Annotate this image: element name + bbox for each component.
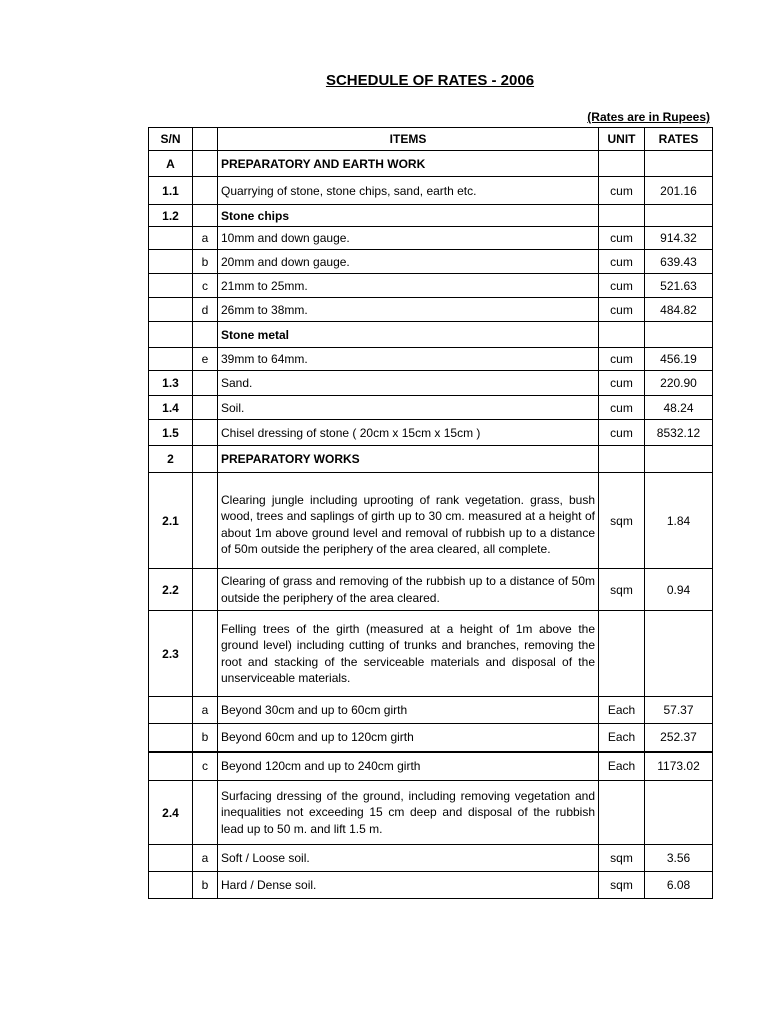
row-item: PREPARATORY AND EARTH WORK <box>218 151 599 177</box>
row-unit <box>599 205 645 227</box>
table-row <box>149 371 713 396</box>
row-unit <box>599 151 645 177</box>
row-sn <box>149 274 193 298</box>
table-row <box>149 697 713 724</box>
row-item: Surfacing dressing of the ground, including removing vegetation and inequalities not exceeding 15 cm deep and disposal of the rubbish lead up to 50 m. and lift 1.5 m. <box>218 781 599 845</box>
row-sub: b <box>193 250 218 274</box>
row-unit: Each <box>599 724 645 752</box>
row-sn: 1.3 <box>149 371 193 396</box>
row-sub <box>193 177 218 205</box>
row-item: 26mm to 38mm. <box>218 298 599 322</box>
row-sn <box>149 752 193 781</box>
row-item: Beyond 120cm and up to 240cm girth <box>218 752 599 781</box>
row-unit: cum <box>599 274 645 298</box>
row-sn: 2 <box>149 446 193 473</box>
row-rate: 1.84 <box>645 473 713 569</box>
row-item: Beyond 30cm and up to 60cm girth <box>218 697 599 724</box>
row-sub <box>193 396 218 420</box>
table-row <box>149 446 713 473</box>
row-rate: 6.08 <box>645 872 713 899</box>
row-sn <box>149 348 193 371</box>
row-sn: 2.3 <box>149 611 193 697</box>
row-rate: 8532.12 <box>645 420 713 446</box>
row-rate <box>645 446 713 473</box>
row-sn: 1.1 <box>149 177 193 205</box>
row-rate: 48.24 <box>645 396 713 420</box>
row-sn <box>149 872 193 899</box>
row-sn <box>149 298 193 322</box>
row-unit: Each <box>599 697 645 724</box>
row-sn <box>149 322 193 348</box>
table-row <box>149 724 713 752</box>
table-row <box>149 752 713 781</box>
row-sn: 1.2 <box>149 205 193 227</box>
row-sn <box>149 697 193 724</box>
row-rate: 57.37 <box>645 697 713 724</box>
row-rate <box>645 322 713 348</box>
row-item: 10mm and down gauge. <box>218 227 599 250</box>
row-sub <box>193 205 218 227</box>
row-item: Quarrying of stone, stone chips, sand, earth etc. <box>218 177 599 205</box>
row-sub: e <box>193 348 218 371</box>
table-row <box>149 845 713 872</box>
row-sub <box>193 569 218 611</box>
row-item: Beyond 60cm and up to 120cm girth <box>218 724 599 752</box>
row-unit: cum <box>599 348 645 371</box>
row-rate: 1173.02 <box>645 752 713 781</box>
row-rate: 3.56 <box>645 845 713 872</box>
table-row <box>149 227 713 250</box>
row-sn: 2.4 <box>149 781 193 845</box>
row-item: Stone chips <box>218 205 599 227</box>
header-row <box>149 128 713 151</box>
row-unit: cum <box>599 420 645 446</box>
row-sub: c <box>193 274 218 298</box>
row-unit: cum <box>599 371 645 396</box>
row-rate: 456.19 <box>645 348 713 371</box>
row-item: 20mm and down gauge. <box>218 250 599 274</box>
row-item: Hard / Dense soil. <box>218 872 599 899</box>
row-item: Stone metal <box>218 322 599 348</box>
row-unit: sqm <box>599 473 645 569</box>
row-sn: A <box>149 151 193 177</box>
header-unit: UNIT <box>599 128 645 151</box>
table-row <box>149 473 713 569</box>
document-title: SCHEDULE OF RATES - 2006 <box>325 72 535 89</box>
row-item: Sand. <box>218 371 599 396</box>
row-sub <box>193 473 218 569</box>
table-row <box>149 611 713 697</box>
row-rate: 484.82 <box>645 298 713 322</box>
row-sub: b <box>193 724 218 752</box>
row-item: Soft / Loose soil. <box>218 845 599 872</box>
table-row <box>149 177 713 205</box>
row-sub: a <box>193 227 218 250</box>
row-sub <box>193 781 218 845</box>
table-row <box>149 250 713 274</box>
row-sub: a <box>193 845 218 872</box>
schedule-table <box>148 127 713 899</box>
table-row <box>149 274 713 298</box>
table-row <box>149 872 713 899</box>
table-row <box>149 781 713 845</box>
row-unit: sqm <box>599 845 645 872</box>
row-sn <box>149 724 193 752</box>
row-unit: cum <box>599 250 645 274</box>
row-rate: 252.37 <box>645 724 713 752</box>
row-unit: cum <box>599 177 645 205</box>
row-sub <box>193 322 218 348</box>
row-rate <box>645 781 713 845</box>
row-rate <box>645 205 713 227</box>
row-rate: 0.94 <box>645 569 713 611</box>
row-rate: 220.90 <box>645 371 713 396</box>
row-sub <box>193 151 218 177</box>
table-row <box>149 420 713 446</box>
table-row <box>149 569 713 611</box>
header-sub <box>193 128 218 151</box>
table-row <box>149 322 713 348</box>
row-unit: sqm <box>599 569 645 611</box>
table-row <box>149 151 713 177</box>
table-row <box>149 205 713 227</box>
row-sn <box>149 227 193 250</box>
row-unit <box>599 611 645 697</box>
row-sub: d <box>193 298 218 322</box>
row-item: Soil. <box>218 396 599 420</box>
row-sub: b <box>193 872 218 899</box>
row-sub <box>193 446 218 473</box>
table-row <box>149 396 713 420</box>
header-rates: RATES <box>645 128 713 151</box>
row-rate: 521.63 <box>645 274 713 298</box>
row-sub <box>193 420 218 446</box>
row-sn: 2.1 <box>149 473 193 569</box>
row-sub <box>193 371 218 396</box>
row-unit <box>599 446 645 473</box>
row-unit: sqm <box>599 872 645 899</box>
row-sub: c <box>193 752 218 781</box>
row-item: Felling trees of the girth (measured at a height of 1m above the ground level) including cutting of trunks and branches, removing the root and stacking of the serviceable materials and disposal of the unserviceable materials. <box>218 611 599 697</box>
row-rate: 201.16 <box>645 177 713 205</box>
row-sn <box>149 250 193 274</box>
row-rate <box>645 611 713 697</box>
title-container <box>0 72 768 90</box>
row-sn <box>149 845 193 872</box>
row-item: PREPARATORY WORKS <box>218 446 599 473</box>
row-item: 39mm to 64mm. <box>218 348 599 371</box>
row-unit: cum <box>599 396 645 420</box>
row-sn: 2.2 <box>149 569 193 611</box>
table-row <box>149 298 713 322</box>
rates-note: (Rates are in Rupees) <box>587 110 710 124</box>
header-items: ITEMS <box>218 128 599 151</box>
row-rate: 639.43 <box>645 250 713 274</box>
row-item: Chisel dressing of stone ( 20cm x 15cm x 15cm ) <box>218 420 599 446</box>
row-item: Clearing jungle including uprooting of rank vegetation. grass, bush wood, trees and saplings of girth up to 30 cm. measured at a height of about 1m above ground level and removal of rubbish up to a distance of 50m outside the periphery of the area cleared, all complete. <box>218 473 599 569</box>
row-unit: Each <box>599 752 645 781</box>
row-sn: 1.5 <box>149 420 193 446</box>
row-rate: 914.32 <box>645 227 713 250</box>
row-item: 21mm to 25mm. <box>218 274 599 298</box>
row-sub: a <box>193 697 218 724</box>
row-rate <box>645 151 713 177</box>
row-unit: cum <box>599 227 645 250</box>
table-row <box>149 348 713 371</box>
row-unit: cum <box>599 298 645 322</box>
row-unit <box>599 781 645 845</box>
row-sub <box>193 611 218 697</box>
header-sn: S/N <box>149 128 193 151</box>
row-sn: 1.4 <box>149 396 193 420</box>
row-item: Clearing of grass and removing of the rubbish up to a distance of 50m outside the periphery of the area cleared. <box>218 569 599 611</box>
row-unit <box>599 322 645 348</box>
